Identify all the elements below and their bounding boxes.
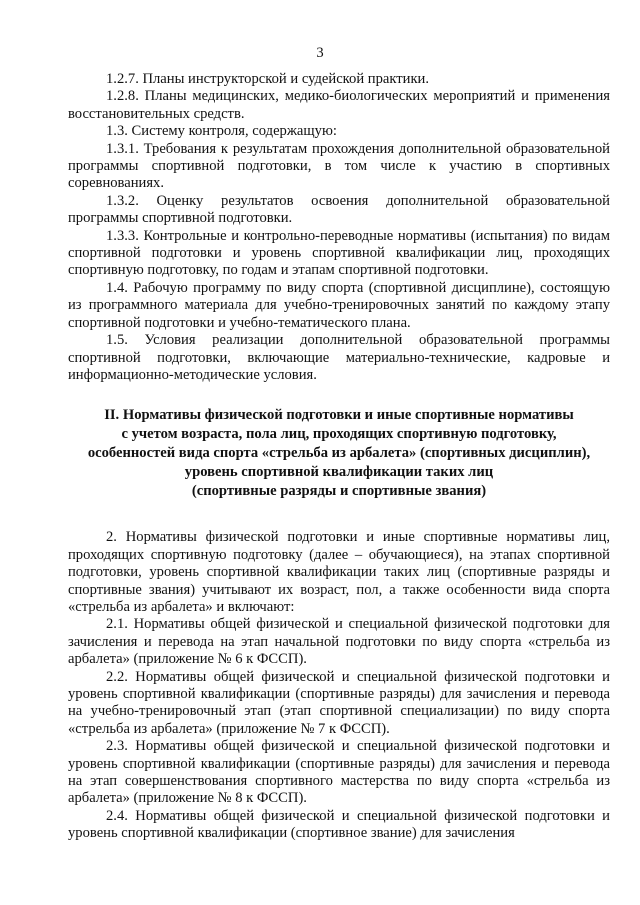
heading-line: особенностей вида спорта «стрельба из арбалета» (спортивных дисциплин),: [87, 445, 591, 462]
paragraph-2: 2. Нормативы физической подготовки и иные спортивные нормативы лиц, проходящих спортивную подготовку (далее – обучающиеся), на этапах спортивной подготовки, уровень спортивной квалификации таких лиц (спортивные разряды и спортивные звания) учитывают их возраст, пол, а также особенности вида спорта «стрельба из арбалета» и включают:: [68, 529, 610, 615]
paragraph-1-2-8: 1.2.8. Планы медицинских, медико-биологических мероприятий и применения восстановительных средств.: [68, 88, 610, 122]
paragraph-2-3: 2.3. Нормативы общей физической и специальной физической подготовки и уровень спортивной квалификации (спортивные разряды) для зачисления и перевода на этап совершенствования спортивного мастерства по виду спорта «стрельба из арбалета» (приложение № 8 к ФССП).: [68, 738, 610, 807]
heading-line: с учетом возраста, пола лиц, проходящих спортивную подготовку,: [121, 426, 557, 443]
paragraph-1-2-7: 1.2.7. Планы инструкторской и судейской практики.: [106, 71, 429, 87]
heading-line: II. Нормативы физической подготовки и иные спортивные нормативы: [104, 407, 574, 424]
paragraph-2-1: 2.1. Нормативы общей физической и специальной физической подготовки для зачисления и перевода на этап начальной подготовки по виду спорта «стрельба из арбалета» (приложение № 6 к ФССП).: [68, 616, 610, 668]
paragraph-1-3: 1.3. Систему контроля, содержащую:: [106, 123, 337, 140]
paragraph-1-3-1: 1.3.1. Требования к результатам прохождения дополнительной образовательной программы спортивной подготовки, в том числе к участию в спортивных соревнованиях.: [68, 140, 610, 192]
document-body: [68, 71, 610, 843]
paragraph-2-4: 2.4. Нормативы общей физической и специальной физической подготовки и уровень спортивной квалификации (спортивное звание) для зачисления: [68, 807, 610, 842]
heading-line: (спортивные разряды и спортивные звания): [191, 483, 487, 500]
paragraph-2-2: 2.2. Нормативы общей физической и специальной физической подготовки и уровень спортивной квалификации (спортивные разряды) для зачисления и перевода на учебно-тренировочный этап (этап спортивной специализации) по виду спорта «стрельба из арбалета» (приложение № 7 к ФССП).: [68, 668, 610, 737]
paragraph-1-3-2: 1.3.2. Оценку результатов освоения дополнительной образовательной программы спортивной подготовки.: [68, 192, 610, 227]
heading-line: уровень спортивной квалификации таких лиц: [184, 464, 494, 481]
paragraph-1-3-3: 1.3.3. Контрольные и контрольно-переводные нормативы (испытания) по видам спортивной подготовки и уровень спортивной квалификации лиц, проходящих спортивную подготовку, по годам и этапам спортивной подготовки.: [68, 227, 610, 279]
page-number: 3: [316, 45, 324, 61]
paragraph-1-4: 1.4. Рабочую программу по виду спорта (спортивной дисциплине), состоящую из программного материала для учебно-тренировочных занятий по каждому этапу спортивной подготовки и учебно-тематического плана.: [68, 279, 610, 331]
section-heading: [68, 406, 610, 501]
paragraph-1-5: 1.5. Условия реализации дополнительной образовательной программы спортивной подготовки, включающие материально-технические, кадровые и информационно-методические условия.: [68, 332, 610, 383]
